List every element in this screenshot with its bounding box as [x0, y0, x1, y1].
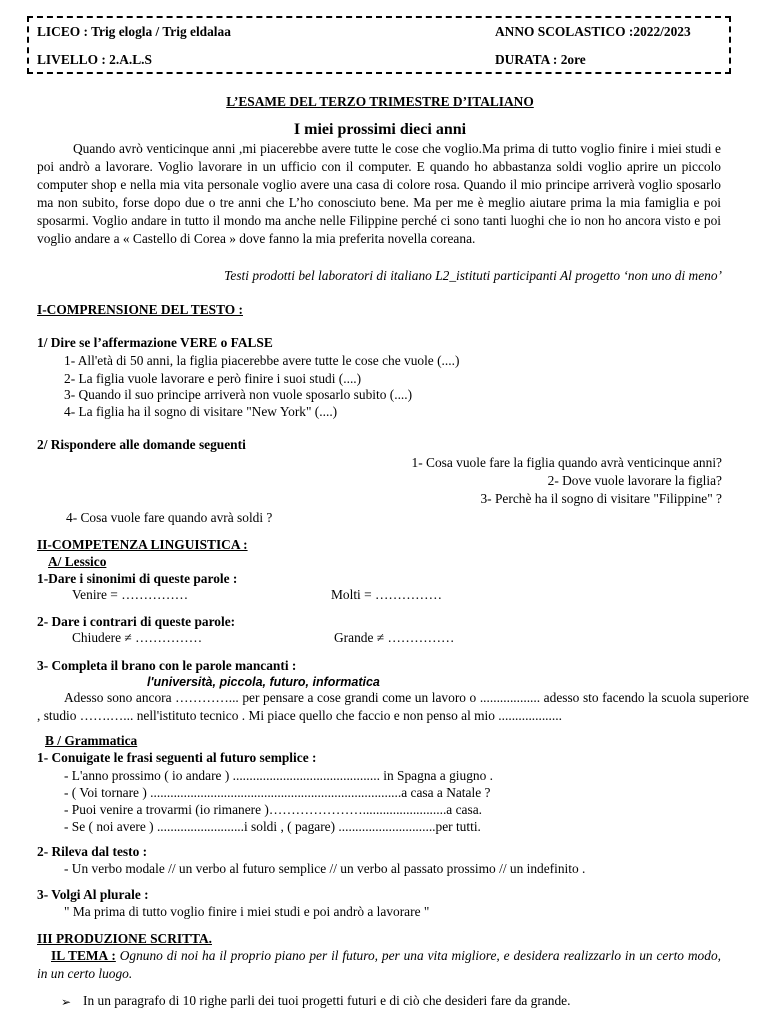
fill-text: Adesso sono ancora …………... per pensare a cose grandi come un lavoro o .................. adesso sto facendo la scuola superiore , studio …….…... nell'istituto tecnico . Mi piace quello che faccio e non penso al mio ................... — [37, 690, 749, 723]
q1-item: 4- La figlia ha il sogno di visitare "New York" (....) — [64, 404, 338, 419]
future-item: - Se ( noi avere ) ..........................i soldi , ( pagare) .............................per tutti. — [64, 819, 481, 834]
q2-item: 4- Cosa vuole fare quando avrà soldi ? — [66, 510, 273, 525]
tema-paragraph — [37, 947, 721, 983]
q2-item: 2- Dove vuole lavorare la figlia? — [547, 473, 722, 488]
future-item: - ( Voi tornare ) ...........................................................................a casa a Natale ? — [64, 785, 491, 800]
passage-source: Testi prodotti bel laboratori di italiano L2_istituti participanti Al progetto ‘non uno di meno’ — [224, 268, 722, 283]
plural-title: 3- Volgi Al plurale : — [37, 887, 149, 902]
rileva-title: 2- Rileva dal testo : — [37, 844, 148, 859]
exam-duration: DURATA : 2ore — [495, 52, 586, 67]
school-year: ANNO SCOLASTICO :2022/2023 — [495, 24, 691, 39]
arrow-bullet-icon: ➢ — [61, 995, 72, 1009]
rileva-text: - Un verbo modale // un verbo al futuro semplice // un verbo al passato prossimo // un indefinito . — [64, 861, 586, 876]
synonyms-title: 1-Dare i sinonimi di queste parole : — [37, 571, 238, 586]
reading-passage: Quando avrò venticinque anni ,mi piacerebbe avere tutte le cose che voglio.Ma prima di tutto voglio finire i miei studi e poi andrò a lavorare. Voglio lavorare in un ufficio con il computer. E quando ho abbastanza soldi voglio aprire un piccolo computer shop e nella mia vita personale voglio avere una casa di colore rosa. Quando il mio principe arriverà voglio sposarlo ma non subito, forse dopo due o tre anni che L’ho conosciuto bene. Ma per me è meglio aiutare prima la mia famiglia e poi sposarmi. Voglio andare in tutto il mondo ma anche nelle Filippine perché ci sono tanti luoghi che io non ho ancora visto e poi voglio andare a « Castello di Corea » dove fanno la mia preferita novella coreana. — [37, 141, 721, 246]
synonym-molti: Molti = …………… — [331, 587, 442, 602]
antonym-chiudere: Chiudere ≠ …………… — [72, 630, 203, 645]
antonyms-title: 2- Dare i contrari di queste parole: — [37, 614, 236, 629]
future-title: 1- Conuigate le frasi seguenti al futuro semplice : — [37, 750, 317, 765]
text-title: I miei prossimi dieci anni — [293, 121, 467, 138]
class-level: LIVELLO : 2.A.L.S — [37, 52, 152, 67]
school-name: LICEO : Trig elogla / Trig eldalaa — [37, 24, 231, 39]
q2-item: 3- Perchè ha il sogno di visitare "Filippine" ? — [480, 491, 722, 506]
q1-title: 1/ Dire se l’affermazione VERE o FALSE — [37, 335, 273, 350]
plural-text: " Ma prima di tutto voglio finire i miei studi e poi andrò a lavorare " — [64, 904, 430, 919]
exam-title: L’ESAME DEL TERZO TRIMESTRE D’ITALIANO — [226, 94, 534, 109]
lessico-title: A/ Lessico — [48, 554, 107, 569]
section-writing-title: III PRODUZIONE SCRITTA. — [37, 931, 212, 946]
future-item: - Puoi venire a trovarmi (io rimanere )………………….........................a casa. — [64, 802, 482, 817]
synonym-venire: Venire = …………… — [72, 587, 189, 602]
q1-item: 3- Quando il suo principe arriverà non vuole sposarlo subito (....) — [64, 387, 413, 402]
grammatica-title: B / Grammatica — [45, 733, 138, 748]
q2-title: 2/ Rispondere alle domande seguenti — [37, 437, 246, 452]
tema-text: Ognuno di noi ha il proprio piano per il futuro, per una vita migliore, e desidera realizzarlo in un certo modo, in un certo luogo. — [37, 948, 721, 981]
future-item: - L'anno prossimo ( io andare ) ............................................ in Spagna a giugno . — [64, 768, 493, 783]
fill-word-bank: l'università, piccola, futuro, informatica — [147, 675, 380, 689]
section-comprehension-title: I-COMPRENSIONE DEL TESTO : — [37, 302, 243, 317]
q2-item: 1- Cosa vuole fare la figlia quando avrà venticinque anni? — [411, 455, 722, 470]
q1-item: 2- La figlia vuole lavorare e però finire i suoi studi (....) — [64, 371, 362, 386]
section-linguistic-title: II-COMPETENZA LINGUISTICA : — [37, 537, 248, 552]
q1-item: 1- All'età di 50 anni, la figlia piacerebbe avere tutte le cose che vuole (....) — [64, 353, 460, 368]
writing-instruction: In un paragrafo di 10 righe parli dei tuoi progetti futuri e di ciò che desideri fare da grande. — [83, 993, 571, 1008]
fill-title: 3- Completa il brano con le parole mancanti : — [37, 658, 297, 673]
tema-label: IL TEMA : — [51, 948, 116, 963]
antonym-grande: Grande ≠ …………… — [334, 630, 455, 645]
